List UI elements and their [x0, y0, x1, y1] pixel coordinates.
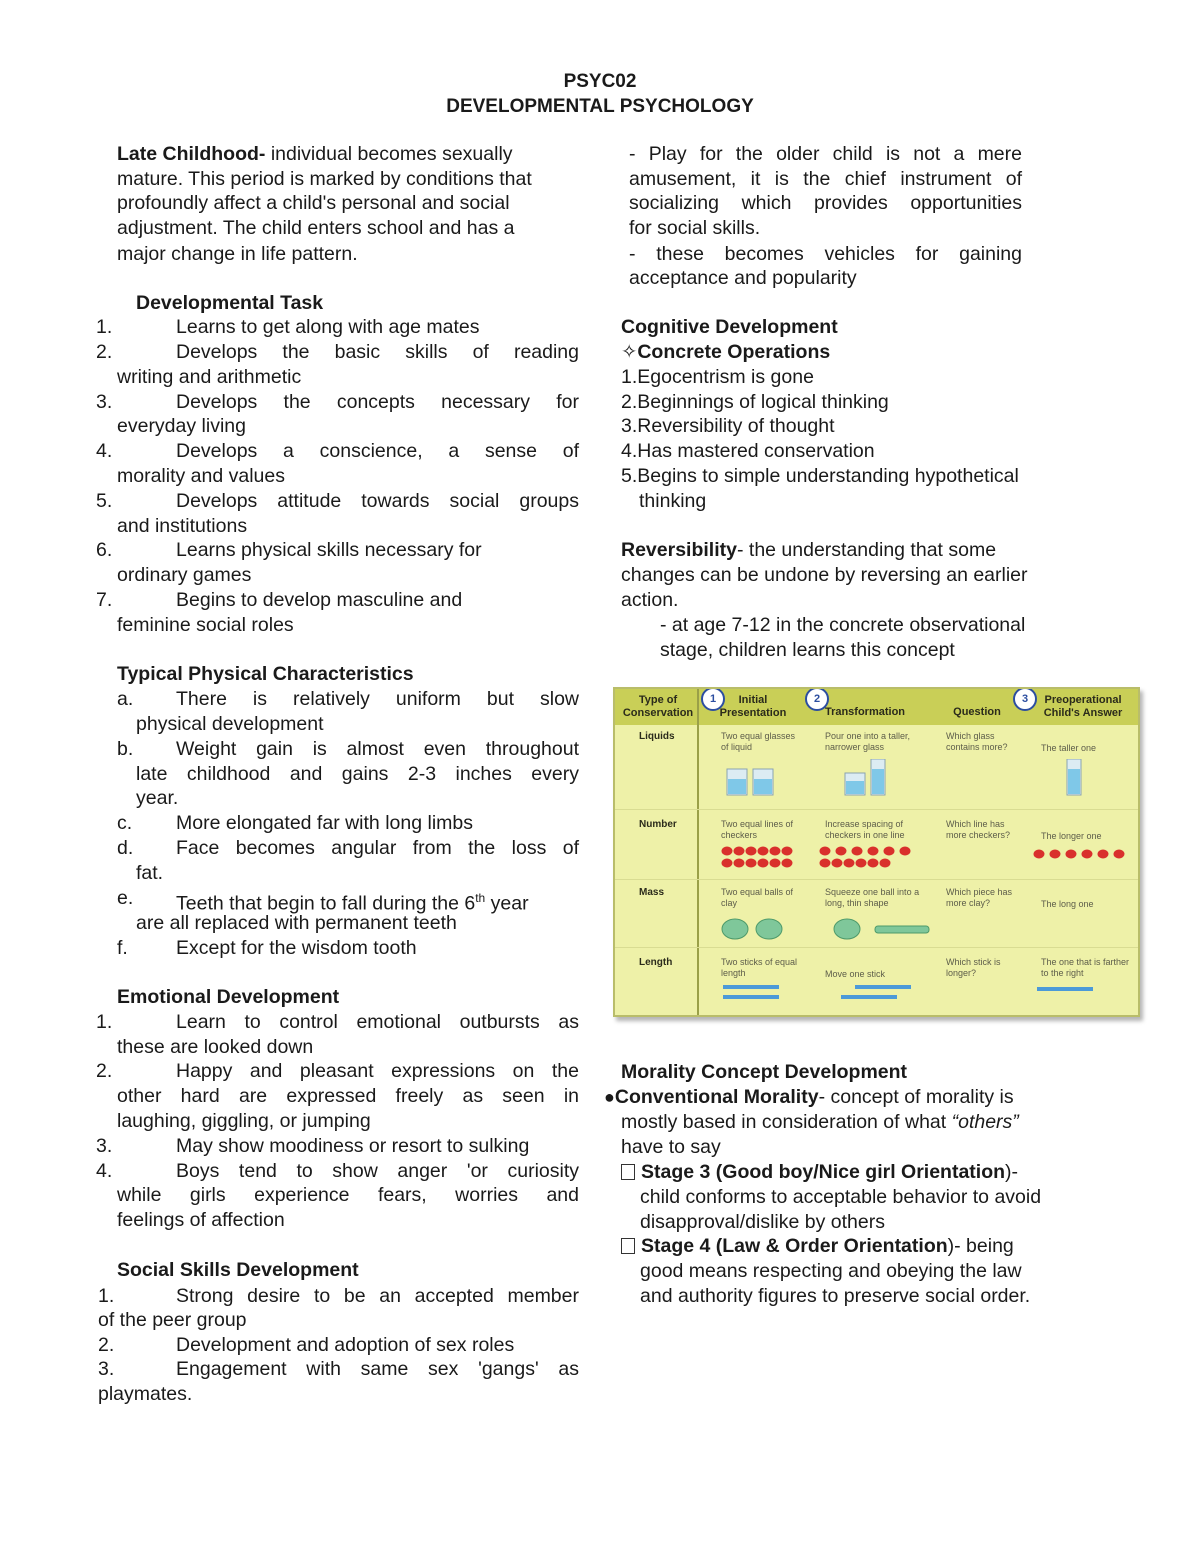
header-answer: Preoperational Child's Answer: [1043, 694, 1123, 719]
row-divider: [615, 947, 1138, 948]
header-initial: Initial Presentation: [719, 694, 787, 719]
cell-transform: Move one stick: [825, 969, 886, 979]
list-item: Development and adoption of sex roles: [176, 1334, 515, 1356]
list-item: Develops a conscience, a sense of: [176, 440, 579, 462]
play-line: - these becomes vehicles for gaining: [629, 243, 1022, 265]
reversibility-line: action.: [621, 589, 679, 611]
diamond-icon: ✧: [621, 341, 638, 363]
list-letter: b.: [117, 738, 134, 760]
cell-answer: The one that is farther to the right: [1041, 957, 1130, 978]
cell-question: Which piece has more clay?: [946, 887, 1013, 908]
checker-icon: [722, 847, 733, 856]
row-label-mass: Mass: [639, 887, 665, 898]
list-number: 6.: [96, 539, 113, 561]
reversibility-term: Reversibility: [621, 539, 737, 561]
list-number: 2.: [98, 1334, 115, 1356]
list-item-cont: playmates.: [98, 1383, 193, 1405]
clay-ball-icon: [722, 919, 748, 939]
reversibility-note: - at age 7-12 in the concrete observational: [660, 614, 1026, 636]
stick-icon: [855, 985, 911, 989]
list-item-cont: fat.: [136, 862, 164, 884]
play-line: acceptance and popularity: [629, 267, 857, 289]
list-item: 5.Begins to simple understanding hypothetical: [621, 465, 1019, 487]
cell-question: Which glass contains more?: [946, 731, 1008, 752]
cell-answer: The long one: [1041, 899, 1094, 909]
list-item: Learn to control emotional outbursts as: [176, 1011, 579, 1033]
stick-icon: [723, 995, 779, 999]
social-heading: Social Skills Development: [117, 1259, 359, 1281]
checker-icon: [852, 847, 863, 856]
checker-icon: [746, 847, 757, 856]
row-label-length: Length: [639, 957, 673, 968]
checker-icon: [1034, 850, 1045, 859]
checker-icon: [836, 847, 847, 856]
list-item: Strong desire to be an accepted member: [176, 1285, 579, 1307]
list-item: Develops attitude towards social groups: [176, 490, 579, 512]
cell-question: Which stick is longer?: [946, 957, 1001, 978]
glass-icon: [727, 769, 747, 795]
checkbox-bullet-icon: [621, 1238, 635, 1254]
step-3-badge: 3: [1013, 687, 1037, 711]
list-letter: a.: [117, 688, 134, 710]
checker-icon: [1050, 850, 1061, 859]
column-divider: [697, 689, 699, 1015]
cell-answer: The taller one: [1041, 743, 1097, 753]
row-divider: [615, 879, 1138, 880]
course-title: DEVELOPMENTAL PSYCHOLOGY: [446, 96, 754, 117]
row-label-number: Number: [639, 819, 677, 830]
list-item-cont: these are looked down: [117, 1036, 314, 1058]
stage4-line: good means respecting and obeying the law: [640, 1260, 1022, 1282]
header-question: Question: [953, 706, 1001, 718]
list-item: Learns physical skills necessary for: [176, 539, 482, 561]
checker-icon: [746, 859, 757, 868]
list-item: Begins to develop masculine and: [176, 589, 463, 611]
header-transformation: Transformation: [824, 706, 906, 718]
late-childhood-line: adjustment. The child enters school and has a: [117, 217, 515, 239]
sticks-illustration: [715, 981, 1135, 1011]
morality-heading: Morality Concept Development: [621, 1061, 908, 1083]
list-item-cont: year.: [136, 787, 179, 809]
list-item-cont: writing and arithmetic: [117, 366, 302, 388]
course-code: PSYC02: [563, 71, 637, 92]
conventional-line: have to say: [621, 1136, 721, 1158]
clay-ball-icon: [834, 919, 860, 939]
stick-icon: [723, 985, 779, 989]
tall-glass-icon: [1067, 759, 1081, 795]
list-letter: d.: [117, 837, 134, 859]
list-item: There is relatively uniform but slow: [176, 688, 579, 710]
list-number: 3.: [96, 391, 113, 413]
checker-icon: [820, 847, 831, 856]
checker-icon: [734, 847, 745, 856]
list-item: Happy and pleasant expressions on the: [176, 1060, 579, 1082]
checker-icon: [1114, 850, 1125, 859]
list-item: Weight gain is almost even throughout: [176, 738, 579, 760]
checker-icon: [1082, 850, 1093, 859]
play-line: - Play for the older child is not a mere: [629, 143, 1022, 165]
list-item: Develops the concepts necessary for: [176, 391, 579, 413]
cell-question: Which line has more checkers?: [946, 819, 1011, 840]
clay-illustration: [715, 914, 1135, 944]
list-item-cont: of the peer group: [98, 1309, 247, 1331]
stage3-line: child conforms to acceptable behavior to avoid: [640, 1186, 1042, 1208]
checker-icon: [900, 847, 911, 856]
cell-transform: Increase spacing of checkers in one line: [825, 819, 905, 840]
list-item: Engagement with same sex 'gangs' as: [176, 1358, 579, 1380]
list-item-cont: laughing, giggling, or jumping: [117, 1110, 371, 1132]
dev-task-heading: Developmental Task: [136, 292, 324, 314]
reversibility-line: changes can be undone by reversing an earlier: [621, 564, 1028, 586]
checker-icon: [856, 859, 867, 868]
list-item-cont: morality and values: [117, 465, 285, 487]
list-number: 2.: [96, 1060, 113, 1082]
concrete-operations-heading: ✧Concrete Operations: [621, 341, 831, 363]
list-letter: f.: [117, 937, 128, 959]
clay-ball-icon: [756, 919, 782, 939]
list-item: May show moodiness or resort to sulking: [176, 1135, 530, 1157]
late-childhood-term: Late Childhood-: [117, 143, 266, 165]
list-item-cont: ordinary games: [117, 564, 252, 586]
cell-initial: Two equal balls of clay: [721, 887, 794, 908]
list-letter: e.: [117, 887, 134, 909]
glass-icon: [753, 769, 773, 795]
play-line: for social skills.: [629, 217, 761, 239]
stage4-term: Stage 4 (Law & Order Orientation: [641, 1235, 948, 1257]
checker-icon: [770, 847, 781, 856]
list-item: 2.Beginnings of logical thinking: [621, 391, 889, 413]
checker-icon: [758, 847, 769, 856]
list-number: 4.: [96, 440, 113, 462]
checker-icon: [770, 859, 781, 868]
liquid-glasses-illustration: [715, 759, 1135, 804]
list-item-cont: other hard are expressed freely as seen in: [117, 1085, 579, 1107]
checker-icon: [868, 859, 879, 868]
list-item: Develops the basic skills of reading: [176, 341, 579, 363]
checkers-illustration: [715, 844, 1135, 874]
tall-glass-icon: [871, 759, 885, 795]
cell-initial: Two equal lines of checkers: [721, 819, 794, 840]
checker-icon: [868, 847, 879, 856]
list-item-cont: feelings of affection: [117, 1209, 285, 1231]
cell-initial: Two sticks of equal length: [721, 957, 798, 978]
list-item: 4.Has mastered conservation: [621, 440, 875, 462]
play-line: socializing which provides opportunities: [629, 192, 1022, 214]
list-item-cont: physical development: [136, 713, 324, 735]
list-item: Face becomes angular from the loss of: [176, 837, 579, 859]
late-childhood-line: profoundly affect a child's personal and social: [117, 192, 510, 214]
header-type: Type of Conservation: [622, 694, 694, 719]
conventional-term: Conventional Morality: [614, 1086, 819, 1108]
list-item-cont: and institutions: [117, 515, 248, 537]
list-item-cont: while girls experience fears, worries and: [117, 1184, 579, 1206]
checker-icon: [1066, 850, 1077, 859]
list-item: Learns to get along with age mates: [176, 316, 480, 338]
cell-answer: The longer one: [1041, 831, 1102, 841]
list-number: 1.: [96, 316, 113, 338]
checker-icon: [884, 847, 895, 856]
glass-icon: [845, 773, 865, 795]
checker-icon: [782, 847, 793, 856]
stick-icon: [841, 995, 897, 999]
checker-icon: [832, 859, 843, 868]
cognitive-heading: Cognitive Development: [621, 316, 838, 338]
play-line: amusement, it is the chief instrument of: [629, 168, 1022, 190]
emotional-heading: Emotional Development: [117, 986, 340, 1008]
list-item-cont: feminine social roles: [117, 614, 294, 636]
step-1-badge: 1: [701, 687, 725, 711]
stage4-line: and authority figures to preserve social order.: [640, 1285, 1031, 1307]
list-item: Boys tend to show anger 'or curiosity: [176, 1160, 579, 1182]
checker-icon: [734, 859, 745, 868]
cell-transform: Pour one into a taller, narrower glass: [825, 731, 911, 752]
list-number: 5.: [96, 490, 113, 512]
checker-icon: [782, 859, 793, 868]
late-childhood-line: major change in life pattern.: [117, 243, 358, 265]
list-item-cont: thinking: [639, 490, 707, 512]
bullet-icon: ●: [604, 1087, 615, 1107]
late-childhood-line: individual becomes sexually: [265, 143, 513, 165]
list-number: 1.: [96, 1011, 113, 1033]
list-item-cont: everyday living: [117, 415, 246, 437]
checker-icon: [820, 859, 831, 868]
checker-icon: [722, 859, 733, 868]
list-number: 2.: [96, 341, 113, 363]
list-number: 3.: [96, 1135, 113, 1157]
superscript: th: [475, 891, 486, 905]
stick-icon: [1037, 987, 1093, 991]
stage3-line: disapproval/dislike by others: [640, 1211, 885, 1233]
list-item-cont: are all replaced with permanent teeth: [136, 912, 457, 934]
cell-transform: Squeeze one ball into a long, thin shape: [825, 887, 920, 908]
list-item: Teeth that begin to fall during the 6th year: [176, 891, 529, 915]
list-number: 1.: [98, 1285, 115, 1307]
others-word: “others”: [951, 1111, 1019, 1133]
list-item-cont: late childhood and gains 2-3 inches every: [136, 763, 579, 785]
clay-roll-icon: [875, 926, 929, 933]
list-item: Except for the wisdom tooth: [176, 937, 417, 959]
checkbox-bullet-icon: [621, 1164, 635, 1180]
list-letter: c.: [117, 812, 133, 834]
late-childhood-line: mature. This period is marked by conditions that: [117, 168, 532, 190]
reversibility-note: stage, children learns this concept: [660, 639, 955, 661]
list-item: 3.Reversibility of thought: [621, 415, 835, 437]
list-number: 4.: [96, 1160, 113, 1182]
row-divider: [615, 809, 1138, 810]
list-item: More elongated far with long limbs: [176, 812, 473, 834]
physical-heading: Typical Physical Characteristics: [117, 663, 414, 685]
conservation-table-figure: [613, 687, 1140, 1017]
stage3-term: Stage 3 (Good boy/Nice girl Orientation: [641, 1161, 1006, 1183]
list-number: 7.: [96, 589, 113, 611]
step-2-badge: 2: [805, 687, 829, 711]
checker-icon: [844, 859, 855, 868]
checker-icon: [1098, 850, 1109, 859]
row-label-liquids: Liquids: [639, 731, 675, 742]
list-item: 1.Egocentrism is gone: [621, 366, 814, 388]
cell-initial: Two equal glasses of liquid: [721, 731, 796, 752]
list-number: 3.: [98, 1358, 115, 1380]
checker-icon: [758, 859, 769, 868]
checker-icon: [880, 859, 891, 868]
